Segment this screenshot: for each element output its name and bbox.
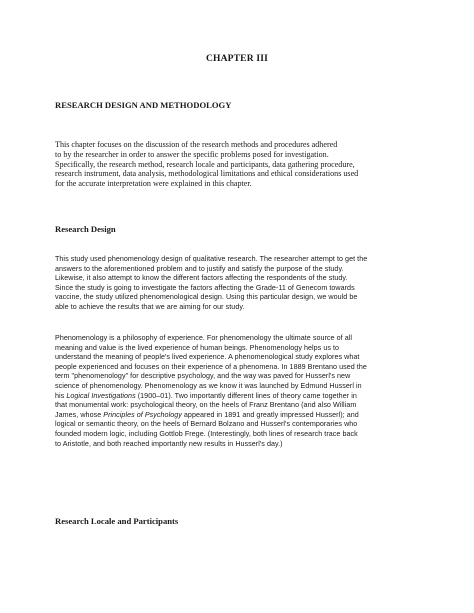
intro-line: for the accurate interpretation were explained in this chapter. xyxy=(55,179,252,189)
paragraph-line: This study used phenomenology design of qualitative research. The researcher attempt to get the xyxy=(55,255,368,263)
phenomenology-paragraph xyxy=(55,334,429,449)
chapter-title: CHAPTER III xyxy=(205,54,269,64)
paragraph-line: to Aristotle, and both reached importantly new results in Husserl's day.) xyxy=(55,439,283,448)
intro-line: This chapter focuses on the discussion of the research methods and procedures adhered xyxy=(55,140,338,149)
paragraph-line: understand the meaning of people's lived experience. A phenomenological study explores what xyxy=(55,353,360,362)
paragraph-line: science of phenomenology. Phenomenology as we know it was launched by Edmund Husserl in xyxy=(55,381,362,390)
line-text: appeared in 1891 and greatly impressed Husserl); and xyxy=(181,410,359,419)
line-text: James, whose xyxy=(55,410,104,419)
paragraph-line: Since the study is going to investigate the factors affecting the Grade-11 of Genecom towards xyxy=(55,283,355,292)
intro-line: Specifically, the research method, research locale and participants, data gathering procedure, xyxy=(55,159,355,169)
intro-paragraph xyxy=(55,140,429,189)
paragraph-line xyxy=(55,411,429,421)
paragraph-line: that monumental work: psychological theory, on the heels of Franz Brentano (and also William xyxy=(55,401,357,410)
main-heading: RESEARCH DESIGN AND METHODOLOGY xyxy=(55,100,232,110)
paragraph-line: answers to the aforementioned problem and to justify and satisfy the purpose of the study. xyxy=(55,264,344,273)
paragraph-line: Likewise, it also attempt to know the different factors affecting the respondents of the study. xyxy=(55,274,348,283)
paragraph-line: meaning and value is the lived experience of human beings. Phenomenology helps us to xyxy=(55,343,340,352)
paragraph-line: vaccine, the study utilized phenomenological design. Using this particular design, we would be xyxy=(55,293,358,302)
book-title: Principles of Psychology xyxy=(103,410,182,419)
intro-line: to by the researcher in order to answer the specific problems posed for investigation. xyxy=(55,149,329,159)
research-design-heading: Research Design xyxy=(55,224,116,234)
paragraph-line: term "phenomenology" for descriptive psychology, and the way was paved for Husserl's new xyxy=(55,372,351,381)
book-title: Logical Investigations xyxy=(66,391,136,400)
research-design-paragraph xyxy=(55,255,429,313)
intro-line: research instrument, data analysis, methodological limitations and ethical considerations used xyxy=(55,169,359,179)
paragraph-line xyxy=(55,392,429,402)
paragraph-line: people experienced and focuses on their experience of a phenomena. In 1889 Brentano used the xyxy=(55,362,367,371)
paragraph-line: able to achieve the results that we are aiming for our study. xyxy=(55,302,245,311)
paragraph-line: Phenomenology is a philosophy of experience. For phenomenology the ultimate source of all xyxy=(55,334,352,342)
research-locale-heading: Research Locale and Participants xyxy=(55,516,179,526)
paragraph-line: logical or semantic theory, on the heels of Bernard Bolzano and Husserl's contemporaries who xyxy=(55,420,358,429)
line-text: his xyxy=(55,391,67,400)
line-text: (1900–01). Two importantly different lines of theory came together in xyxy=(135,391,357,400)
paragraph-line: founded modern logic, including Gottlob Frege. (Interestingly, both lines of research trace back xyxy=(55,429,358,438)
